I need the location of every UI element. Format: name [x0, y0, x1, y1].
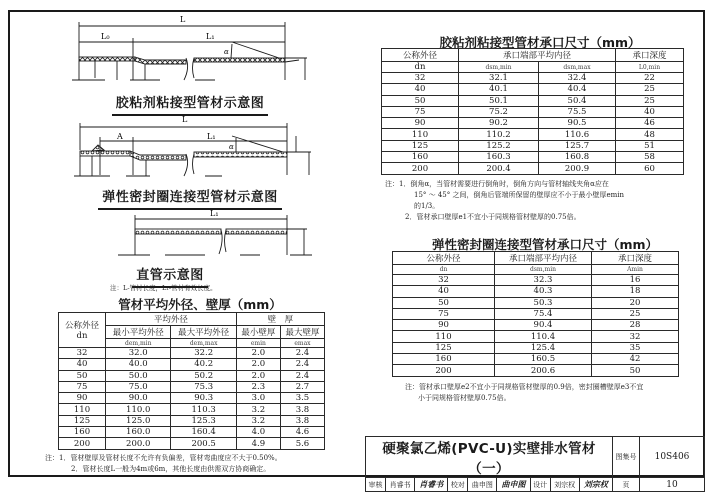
chamfer-line [232, 42, 282, 59]
header-depth: 承口深度 [592, 252, 679, 265]
header-min-wall-sym: emin [236, 339, 280, 348]
header-depth-sym: L0,min [616, 62, 684, 73]
table-cell: 50.1 [459, 95, 539, 106]
straight-pipe-diagram [118, 215, 312, 255]
table-row [393, 286, 679, 297]
header-socket-id: 承口端部平均内径 [495, 252, 592, 265]
table-cell: 32 [393, 275, 495, 286]
table-cell: 18 [592, 286, 679, 297]
table-row [393, 365, 679, 376]
adhesive-socket-table [381, 48, 684, 175]
wall-table-title: 管材平均外径、壁厚（mm） [118, 297, 282, 312]
header-max-avg-od-sym: dem,max [171, 339, 236, 348]
designer-name: 刘宗权 [550, 478, 579, 492]
adhesive-note-3: 的1/3。 [414, 202, 440, 210]
header-socket-id: 承口端部平均内径 [459, 49, 616, 62]
label-A: A [117, 132, 123, 141]
table-cell: 110.0 [106, 404, 171, 415]
table-cell: 3.0 [236, 393, 280, 404]
seal-table-title: 弹性密封圈连接型管材承口尺寸（mm） [431, 237, 659, 252]
label-L1-3: L₁ [210, 209, 219, 218]
table-cell: 50 [382, 95, 459, 106]
table-cell: 200.0 [106, 438, 171, 449]
table-cell: 51 [616, 140, 684, 151]
table-cell: 40.0 [106, 359, 171, 370]
table-cell: 200.9 [539, 163, 616, 174]
table-row [382, 95, 684, 106]
table-row [59, 381, 325, 392]
header-min-sym: dsm,min [459, 62, 539, 73]
table-cell: 3.2 [236, 415, 280, 426]
table-cell: 125.4 [495, 342, 592, 353]
table-cell: 35 [592, 342, 679, 353]
table-cell: 160.0 [106, 427, 171, 438]
atlas-number: 10S406 [640, 437, 705, 478]
table-row [59, 393, 325, 404]
table-cell: 2.0 [236, 348, 280, 359]
header-max-wall-sym: emax [280, 339, 324, 348]
table-cell: 50 [592, 365, 679, 376]
table-cell: 125 [382, 140, 459, 151]
label-alpha-1: α [224, 48, 229, 56]
table-cell: 48 [616, 129, 684, 140]
table-cell: 200 [393, 365, 495, 376]
header-wall: 壁 厚 [236, 313, 324, 326]
table-row [393, 331, 679, 342]
table-cell: 2.4 [280, 348, 324, 359]
table-cell: 32.3 [495, 275, 592, 286]
table-cell: 22 [616, 73, 684, 84]
table-cell: 40 [382, 84, 459, 95]
table-row [59, 438, 325, 449]
table-cell: 32 [382, 73, 459, 84]
table-cell: 25 [616, 84, 684, 95]
table-row [393, 342, 679, 353]
table-cell: 110.2 [459, 129, 539, 140]
table-row [393, 320, 679, 331]
header-min-avg-od-sym: dem,min [106, 339, 171, 348]
table-row [382, 73, 684, 84]
table-cell: 75 [59, 381, 106, 392]
table-cell: 40.2 [171, 359, 236, 370]
table-cell: 125.2 [459, 140, 539, 151]
table-row [382, 163, 684, 174]
checker-signature: 曲申图 [497, 478, 530, 492]
check-label: 校对 [448, 478, 468, 492]
table-cell: 75.3 [171, 381, 236, 392]
table-cell: 42 [592, 354, 679, 365]
reviewer-name: 肖睿书 [386, 478, 415, 492]
label-L1-1: L₁ [206, 32, 215, 41]
table-cell: 16 [592, 275, 679, 286]
adhesive-table-title: 胶粘剂粘接型管材承口尺寸（mm） [439, 35, 641, 50]
table-cell: 110 [382, 129, 459, 140]
table-cell: 75.2 [459, 106, 539, 117]
table-cell: 3.5 [280, 393, 324, 404]
adhesive-note-2: 15° ～ 45° 之间，倒角后管端所保留的壁厚应不小于最小壁厚emin [414, 191, 625, 199]
table-cell: 125 [393, 342, 495, 353]
table-cell: 2.0 [236, 359, 280, 370]
table-cell: 125.3 [171, 415, 236, 426]
label-alpha-2: α [229, 143, 234, 151]
table-cell: 75.4 [495, 308, 592, 319]
table-cell: 3.8 [280, 404, 324, 415]
header-nominal-sym: dn [382, 62, 459, 73]
table-cell: 160.3 [459, 152, 539, 163]
seal-diagram-caption: 弹性密封圈连接型管材示意图 [85, 186, 295, 205]
table-row [59, 348, 325, 359]
header-nominal: 公称外径 dn [59, 313, 106, 348]
table-cell: 25 [616, 95, 684, 106]
table-cell: 200.5 [171, 438, 236, 449]
header-nominal-sym: dn [393, 265, 495, 275]
table-cell: 40 [59, 359, 106, 370]
header-depth: 承口深度 [616, 49, 684, 62]
table-cell: 2.4 [280, 359, 324, 370]
table-cell: 75 [393, 308, 495, 319]
table-cell: 32.1 [459, 73, 539, 84]
header-nominal: 公称外径 [393, 252, 495, 265]
table-cell: 125 [59, 415, 106, 426]
header-max-sym: dsm,max [539, 62, 616, 73]
table-cell: 4.6 [280, 427, 324, 438]
table-row [382, 118, 684, 129]
table-cell: 125.0 [106, 415, 171, 426]
designer-signature: 刘宗权 [579, 478, 612, 492]
table-cell: 110.3 [171, 404, 236, 415]
table-cell: 3.8 [280, 415, 324, 426]
table-cell: 4.0 [236, 427, 280, 438]
table-row [393, 354, 679, 365]
table-cell: 160.4 [171, 427, 236, 438]
page-label: 页 [613, 478, 640, 492]
table-cell: 90.2 [459, 118, 539, 129]
table-cell: 160 [59, 427, 106, 438]
label-L1-2: L₁ [207, 132, 216, 141]
table-cell: 32 [59, 348, 106, 359]
table-row [393, 308, 679, 319]
table-cell: 110.4 [495, 331, 592, 342]
table-cell: 110 [393, 331, 495, 342]
straight-diagram-caption: 直管示意图 [125, 264, 215, 283]
table-row [59, 370, 325, 381]
table-cell: 160.5 [495, 354, 592, 365]
table-cell: 46 [616, 118, 684, 129]
table-cell: 28 [592, 320, 679, 331]
table-row [393, 275, 679, 286]
adhesive-diagram-caption: 胶粘剂粘接型管材示意图 [95, 92, 285, 111]
table-cell: 200 [382, 163, 459, 174]
adhesive-note-4: 2．管材承口壁厚e1不宜小于同规格管材壁厚的0.75倍。 [405, 213, 581, 221]
table-cell: 200.6 [495, 365, 592, 376]
header-max-avg-od: 最大平均外径 [171, 326, 236, 339]
header-max-wall: 最大壁厚 [280, 326, 324, 339]
table-cell: 32 [592, 331, 679, 342]
table-row [59, 404, 325, 415]
header-socket-id-sym: dsm,min [495, 265, 592, 275]
reviewer-signature: 肖睿书 [415, 478, 448, 492]
wall-table-note-1: 注：1．管材壁厚及管材长度不允许有负偏差，管材弯曲度应不大于0.50%。 [45, 454, 282, 462]
seal-ring-pipe-diagram [74, 123, 311, 176]
table-row [382, 152, 684, 163]
table-cell: 3.2 [236, 404, 280, 415]
header-avg-od: 平均外径 [106, 313, 237, 326]
header-depth-sym: Amin [592, 265, 679, 275]
table-cell: 32.2 [171, 348, 236, 359]
table-cell: 40 [616, 106, 684, 117]
table-cell: 25 [592, 308, 679, 319]
table-row [382, 140, 684, 151]
table-cell: 40.4 [539, 84, 616, 95]
table-cell: 90.3 [171, 393, 236, 404]
seal-note-2: 小于同规格管材壁厚0.75倍。 [418, 394, 511, 402]
seal-socket-table [392, 251, 679, 377]
wall-table-note-2: 2．管材长度L一般为4m或6m，其他长度由供需双方协商确定。 [71, 465, 271, 473]
table-cell: 40 [393, 286, 495, 297]
table-cell: 40.3 [495, 286, 592, 297]
label-L0: L₀ [101, 32, 110, 41]
label-L-2: L [182, 115, 188, 124]
table-cell: 50.0 [106, 370, 171, 381]
table-cell: 160 [393, 354, 495, 365]
table-cell: 75.0 [106, 381, 171, 392]
header-nominal: 公称外径 [382, 49, 459, 62]
table-cell: 2.0 [236, 370, 280, 381]
header-min-avg-od: 最小平均外径 [106, 326, 171, 339]
table-cell: 125.7 [539, 140, 616, 151]
adhesive-note-1: 注：1．倒角α，当管材需要进行倒角时，倒角方向与管材轴线夹角α应在 [385, 180, 609, 188]
wall-thickness-table [58, 312, 325, 450]
table-cell: 2.4 [280, 370, 324, 381]
table-row [59, 359, 325, 370]
table-cell: 32.0 [106, 348, 171, 359]
seal-note-1: 注：管材承口壁厚e2不宜小于同规格管材壁厚的0.9倍，密封圈槽壁厚e3不宜 [405, 383, 644, 391]
table-cell: 90 [382, 118, 459, 129]
table-row [393, 297, 679, 308]
table-cell: 32.4 [539, 73, 616, 84]
table-row [382, 84, 684, 95]
diagram-note: 注：L-管材长度，L₁-管材有效长度。 [110, 284, 217, 292]
table-cell: 110 [59, 404, 106, 415]
checker-name: 曲申图 [468, 478, 497, 492]
table-cell: 2.7 [280, 381, 324, 392]
table-cell: 5.6 [280, 438, 324, 449]
table-cell: 160.8 [539, 152, 616, 163]
table-cell: 58 [616, 152, 684, 163]
table-cell: 50 [59, 370, 106, 381]
table-cell: 20 [592, 297, 679, 308]
table-cell: 90.0 [106, 393, 171, 404]
table-cell: 200.4 [459, 163, 539, 174]
design-label: 设计 [530, 478, 550, 492]
table-row [59, 427, 325, 438]
table-cell: 90 [393, 320, 495, 331]
table-cell: 2.3 [236, 381, 280, 392]
table-cell: 50.4 [539, 95, 616, 106]
table-cell: 110.6 [539, 129, 616, 140]
table-cell: 90.4 [495, 320, 592, 331]
table-cell: 75 [382, 106, 459, 117]
table-cell: 50 [393, 297, 495, 308]
title-block [365, 436, 705, 490]
table-cell: 160 [382, 152, 459, 163]
table-row [382, 106, 684, 117]
header-min-wall: 最小壁厚 [236, 326, 280, 339]
drawing-title: 硬聚氯乙烯(PVC-U)实壁排水管材（一） [366, 437, 613, 478]
table-cell: 50.2 [171, 370, 236, 381]
table-cell: 4.9 [236, 438, 280, 449]
label-L-1: L [180, 15, 186, 24]
review-label: 审核 [366, 478, 386, 492]
adhesive-pipe-diagram [72, 22, 307, 80]
table-cell: 60 [616, 163, 684, 174]
table-cell: 200 [59, 438, 106, 449]
table-cell: 40.1 [459, 84, 539, 95]
page-number: 10 [640, 478, 705, 492]
atlas-label: 图集号 [613, 437, 640, 478]
table-cell: 90 [59, 393, 106, 404]
table-cell: 75.5 [539, 106, 616, 117]
table-cell: 90.5 [539, 118, 616, 129]
table-row [59, 415, 325, 426]
table-cell: 50.3 [495, 297, 592, 308]
table-row [382, 129, 684, 140]
